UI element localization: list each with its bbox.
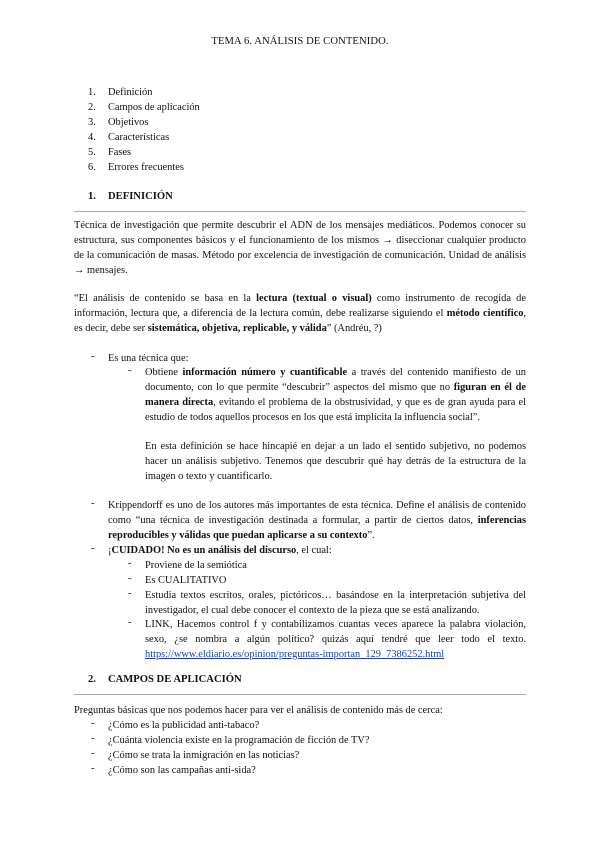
question-item: ¿Cómo es la publicidad anti-tabaco? (108, 720, 260, 731)
bullet-dash: - (128, 588, 132, 599)
question-item: ¿Cuánta violencia existe en la programación de ficción de TV? (108, 735, 370, 746)
bullet-dash: - (91, 733, 95, 744)
bold-run: sistemática, objetiva, replicable, y válida (147, 323, 327, 334)
bullet-text (108, 498, 526, 543)
bullet-dash: - (91, 498, 95, 509)
text-run: ”. (367, 530, 375, 541)
toc-item (88, 115, 200, 130)
bold-run: inferencias reproducibles y válidas que puedan aplicarse a su contexto (108, 515, 526, 541)
table-of-contents (88, 85, 200, 175)
toc-label: Características (108, 132, 170, 143)
document-title: TEMA 6. ANÁLISIS DE CONTENIDO. (211, 36, 389, 47)
toc-item (88, 145, 200, 160)
bold-run: lectura (textual o visual) (256, 293, 372, 304)
bullet-dash: - (91, 718, 95, 729)
toc-item (88, 100, 200, 115)
bullet-text (108, 543, 526, 558)
text-run: “El análisis de contenido se basa en la (74, 293, 257, 304)
text-run: Obtiene (145, 367, 183, 378)
bullet-dash: - (91, 543, 95, 554)
text-run: Krippendorff es uno de los autores más importantes de esta técnica. Define el análisis de contenido como “una técnica de investigación destinada a formular, a partir de ciertos datos, (108, 500, 526, 526)
bold-run: CUIDADO! No es un análisis del discurso (111, 545, 297, 556)
toc-number: 4. (88, 132, 96, 143)
text-run: a través del contenido manifiesto de un documento, con lo que permite “descubrir” aspectos del mismo que no (145, 367, 526, 393)
question-item: ¿Cómo son las campañas anti-sida? (108, 765, 256, 776)
toc-item (88, 85, 200, 100)
toc-number: 2. (88, 102, 96, 113)
bullet-dash: - (91, 748, 95, 759)
bold-run: método científico (446, 308, 524, 319)
sub-bullet-text (145, 617, 526, 662)
text-run: , es decir, debe ser (74, 308, 527, 334)
toc-item (88, 130, 200, 145)
section-number: 2. (88, 674, 96, 685)
toc-item (88, 160, 200, 175)
text-run: LINK, Hacemos control f y contabilizamos cuantas veces aparece la palabra violación, sexo, ¿se nombra a algún político? quizás aquí tendré que leer todo el texto. (145, 619, 526, 645)
toc-label: Definición (108, 87, 153, 98)
text-run: ¡ (108, 545, 112, 556)
text-run: ” (Andréu, ?) (326, 323, 382, 334)
sub-bullet-text: Es CUALITATIVO (145, 575, 227, 586)
section-heading-text: CAMPOS DE APLICACIÓN (108, 674, 242, 685)
bullet-text: Es una técnica que: (108, 353, 189, 364)
bullet-dash: - (128, 573, 132, 584)
sub-bullet-text: Estudia textos escritos, orales, pictóricos… basándose en la interpretación subjetiva del investigador, el cual debe conocer el contexto de la pieza que se está analizando. (145, 590, 526, 616)
section-heading-campos (88, 674, 242, 685)
text-run: , evitando el problema de la obstrusividad, y que es de gran ayuda para el estudio de todos aquellos procesos en los que está implícita la influencia social”. (145, 397, 526, 423)
toc-label: Campos de aplicación (108, 102, 200, 113)
toc-label: Errores frecuentes (108, 162, 184, 173)
text-run: como instrumento de recogida de información, lectura que, a diferencia de la lectura común, debe realizarse siguiendo el (74, 293, 526, 319)
quote-paragraph (74, 291, 526, 336)
toc-number: 6. (88, 162, 96, 173)
section-heading-definicion (88, 191, 173, 202)
section-divider (74, 694, 526, 695)
bullet-dash: - (91, 763, 95, 774)
definition-paragraph: Técnica de investigación que permite descubrir el ADN de los mensajes mediáticos. Podemos conocer su estructura, sus componentes básicos y el funcionamiento de los mismos → diseccionar cualquier producto de la comunicación de masas. Método por excelencia de investigación de comunicación. Unidad de análisis → mensajes. (74, 220, 526, 276)
bullet-dash: - (128, 365, 132, 376)
sub-bullet-text (145, 365, 526, 425)
text-run: , el cual: (296, 545, 332, 556)
bullet-dash: - (91, 351, 95, 362)
question-item: ¿Cómo se trata la inmigración en las noticias? (108, 750, 300, 761)
toc-number: 5. (88, 147, 96, 158)
section-divider (74, 211, 526, 212)
toc-number: 1. (88, 87, 96, 98)
bold-run: información número y cuantificable (182, 367, 348, 378)
section-heading-text: DEFINICIÓN (108, 191, 173, 202)
bullet-dash: - (128, 617, 132, 628)
section-number: 1. (88, 191, 96, 202)
bold-run: figuran en él de manera directa (145, 382, 526, 408)
article-link[interactable]: https://www.eldiario.es/opinion/preguntas-importan_129_7386252.html (145, 649, 445, 660)
toc-label: Fases (108, 147, 132, 158)
toc-number: 3. (88, 117, 96, 128)
sub-bullet-paragraph: En esta definición se hace hincapié en dejar a un lado el sentido subjetivo, no podemos hacer un análisis subjetivo. Tenemos que descubrir qué hay detrás de la estructura de la imagen o texto y cuantificarlo. (145, 441, 526, 482)
section-intro: Preguntas básicas que nos podemos hacer para ver el análisis de contenido más de cerca: (74, 705, 443, 716)
toc-label: Objetivos (108, 117, 149, 128)
bullet-dash: - (128, 558, 132, 569)
sub-bullet-text: Proviene de la semiótica (145, 560, 247, 571)
